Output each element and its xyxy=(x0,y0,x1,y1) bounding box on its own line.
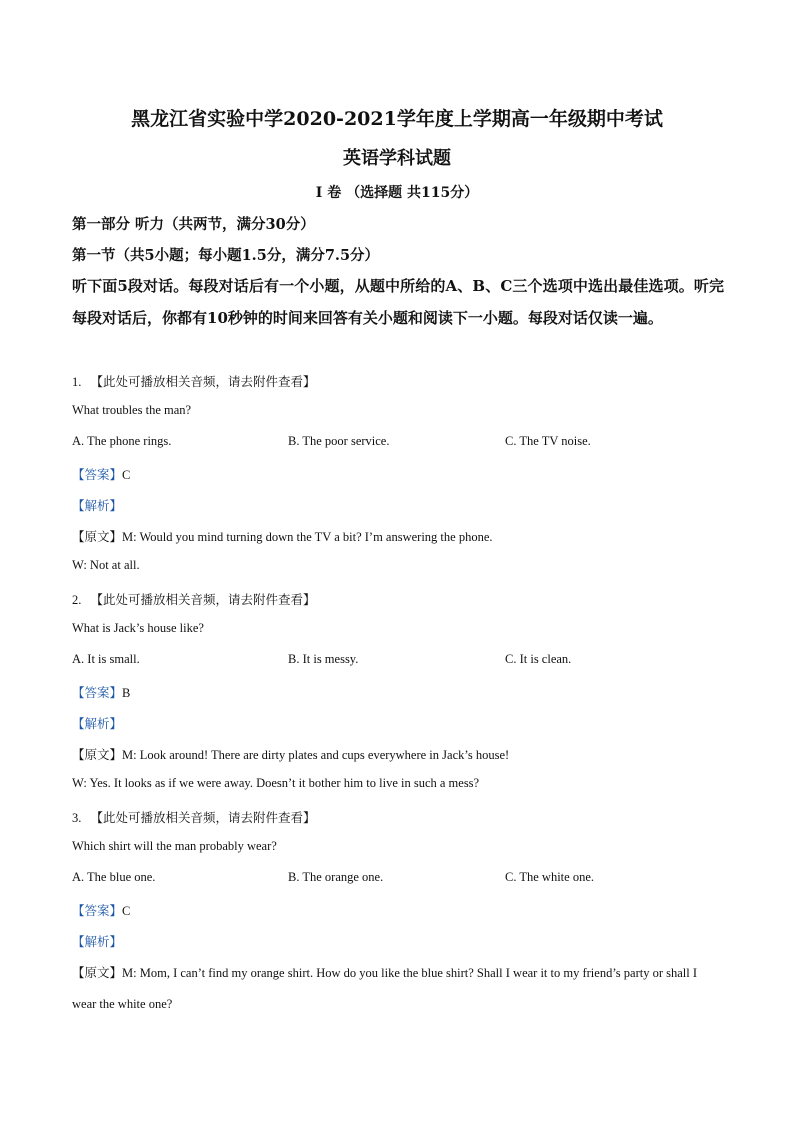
part-heading: 第一部分 听力（共两节，满分30分） xyxy=(72,216,315,233)
answer-value: B xyxy=(122,686,131,700)
paper-section-title: I 卷 （选择题 共115分） xyxy=(315,185,479,201)
transcript-tag: 【原文】 xyxy=(72,965,123,980)
question-2-answer xyxy=(72,683,130,701)
question-3-option-a: A. The blue one. xyxy=(72,870,156,884)
question-1-stem: What troubles the man? xyxy=(72,403,192,417)
question-number: 2. xyxy=(72,593,82,607)
question-2-audio-line xyxy=(72,590,316,608)
analysis-tag: 【解析】 xyxy=(72,934,123,949)
audio-note[interactable]: 【此处可播放相关音频，请去附件查看】 xyxy=(90,592,316,607)
question-3-answer xyxy=(72,901,130,919)
exam-subtitle: 英语学科试题 xyxy=(343,148,451,169)
question-3-option-c: C. The white one. xyxy=(505,870,594,884)
question-3-transcript xyxy=(72,957,724,1020)
question-3-audio-line xyxy=(72,808,316,826)
question-2-stem: What is Jack’s house like? xyxy=(72,621,204,635)
audio-note[interactable]: 【此处可播放相关音频，请去附件查看】 xyxy=(90,374,316,389)
question-2-analysis xyxy=(72,714,122,732)
question-1-option-a: A. The phone rings. xyxy=(72,434,172,448)
question-2-option-c: C. It is clean. xyxy=(505,652,572,666)
transcript-tag: 【原文】 xyxy=(72,529,123,544)
answer-value: C xyxy=(122,468,131,482)
question-number: 1. xyxy=(72,375,82,389)
question-1-answer xyxy=(72,465,130,483)
question-1-analysis xyxy=(72,496,122,514)
analysis-tag: 【解析】 xyxy=(72,716,123,731)
answer-value: C xyxy=(122,904,131,918)
question-1-option-b: B. The poor service. xyxy=(288,434,390,448)
question-1-option-c: C. The TV noise. xyxy=(505,434,591,448)
question-2-option-b: B. It is messy. xyxy=(288,652,359,666)
question-3-analysis xyxy=(72,932,122,950)
listening-directions: 听下面5段对话。每段对话后有一个小题，从题中所给的A、B、C三个选项中选出最佳选项。听完每段对话后，你都有10秒钟的时间来回答有关小题和阅读下一小题。每段对话仅读一遍。 xyxy=(72,277,724,327)
exam-title: 黑龙江省实验中学2020-2021学年度上学期高一年级期中考试 xyxy=(131,108,663,130)
transcript-text: M: Look around! There are dirty plates and cups everywhere in Jack’s house! xyxy=(122,748,510,762)
audio-note[interactable]: 【此处可播放相关音频，请去附件查看】 xyxy=(90,810,316,825)
transcript-text: M: Would you mind turning down the TV a bit? I’m answering the phone. xyxy=(122,530,493,544)
section-heading: 第一节（共5小题；每小题1.5分，满分7.5分） xyxy=(72,247,380,264)
analysis-tag: 【解析】 xyxy=(72,498,123,513)
answer-tag: 【答案】 xyxy=(72,685,123,700)
question-2-transcript xyxy=(72,745,509,763)
transcript-tag: 【原文】 xyxy=(72,747,123,762)
question-2-transcript-reply: W: Yes. It looks as if we were away. Doesn’t it bother him to live in such a mess? xyxy=(72,776,480,790)
question-1-transcript xyxy=(72,527,493,545)
question-1-transcript-reply: W: Not at all. xyxy=(72,558,140,572)
question-2-option-a: A. It is small. xyxy=(72,652,140,666)
answer-tag: 【答案】 xyxy=(72,467,123,482)
question-3-option-b: B. The orange one. xyxy=(288,870,384,884)
question-number: 3. xyxy=(72,811,82,825)
answer-tag: 【答案】 xyxy=(72,903,123,918)
transcript-text: M: Mom, I can’t find my orange shirt. How do you like the blue shirt? Shall I wear it to my friend’s party or shall I wear the white one? xyxy=(72,966,698,1011)
question-1-audio-line xyxy=(72,372,316,390)
question-3-stem: Which shirt will the man probably wear? xyxy=(72,839,277,853)
